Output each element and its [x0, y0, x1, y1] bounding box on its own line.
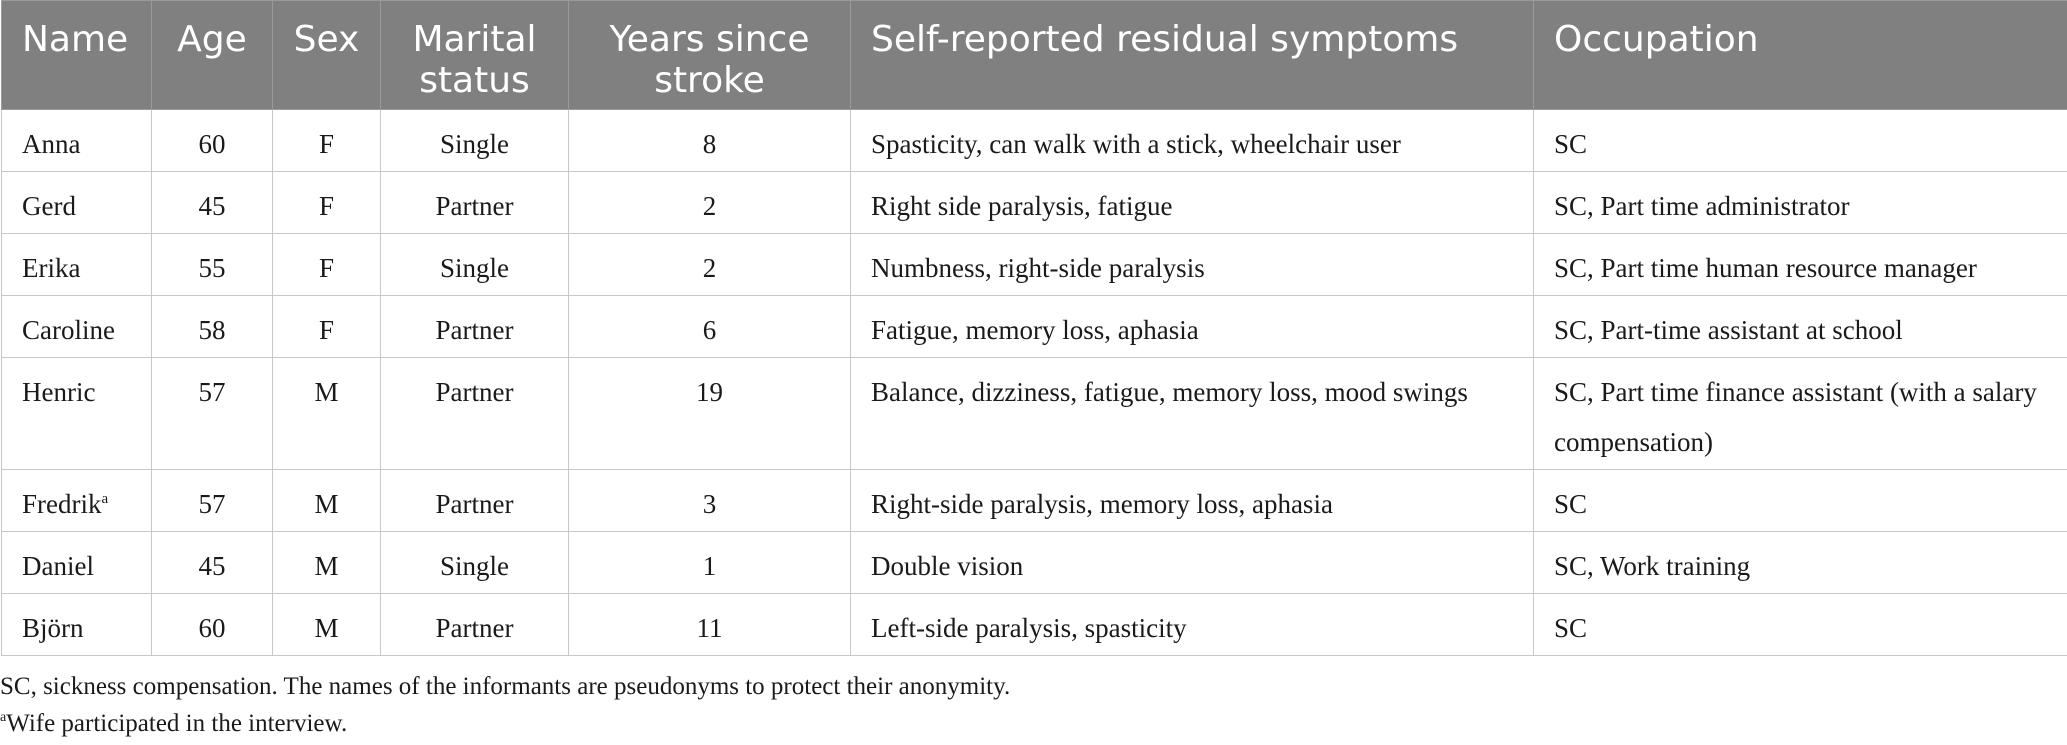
cell-symptoms: Fatigue, memory loss, aphasia: [851, 296, 1534, 358]
table-row: [2, 296, 2067, 358]
footnote-marker: a: [101, 491, 109, 507]
cell-symptoms: Spasticity, can walk with a stick, wheelchair user: [851, 110, 1534, 172]
table-body: [2, 110, 2067, 656]
cell-age: 60: [152, 594, 273, 656]
footnote-marker: a: [0, 710, 7, 725]
header-years-line1: Years since: [609, 19, 810, 60]
cell-sex: M: [273, 594, 381, 656]
table-row: [2, 358, 2067, 470]
cell-marital: Single: [381, 110, 569, 172]
footnote-wife-text: Wife participated in the interview.: [6, 710, 348, 737]
cell-years: 2: [569, 234, 851, 296]
cell-symptoms: Right-side paralysis, memory loss, aphasia: [851, 470, 1534, 532]
cell-years: 3: [569, 470, 851, 532]
cell-years: 6: [569, 296, 851, 358]
cell-occupation: SC, Part time finance assistant (with a salary compensation): [1534, 358, 2067, 470]
cell-occupation: SC, Work training: [1534, 532, 2067, 594]
header-name: Name: [2, 1, 152, 110]
cell-marital: Partner: [381, 172, 569, 234]
participants-table: [1, 0, 2067, 656]
cell-marital: Partner: [381, 470, 569, 532]
cell-marital: Partner: [381, 296, 569, 358]
cell-sex: F: [273, 234, 381, 296]
cell-years: 1: [569, 532, 851, 594]
cell-name: Daniel: [2, 532, 152, 594]
cell-age: 55: [152, 234, 273, 296]
cell-name: Björn: [2, 594, 152, 656]
cell-name: Erika: [2, 234, 152, 296]
cell-occupation: SC: [1534, 470, 2067, 532]
cell-name: Gerd: [2, 172, 152, 234]
table-row: [2, 172, 2067, 234]
table-row: [2, 470, 2067, 532]
cell-name: Anna: [2, 110, 152, 172]
header-years-line2: stroke: [654, 60, 765, 101]
footnote-abbreviation: SC, sickness compensation. The names of the informants are pseudonyms to protect their anonymity.: [0, 673, 1011, 700]
cell-symptoms: Balance, dizziness, fatigue, memory loss, mood swings: [851, 358, 1534, 470]
header-occupation: Occupation: [1534, 1, 2067, 110]
cell-years: 19: [569, 358, 851, 470]
cell-symptoms: Left-side paralysis, spasticity: [851, 594, 1534, 656]
header-symptoms: Self-reported residual symptoms: [851, 1, 1534, 110]
header-sex: Sex: [273, 1, 381, 110]
cell-name: [2, 470, 152, 532]
cell-marital: Single: [381, 532, 569, 594]
cell-sex: M: [273, 358, 381, 470]
cell-marital: Single: [381, 234, 569, 296]
header-marital-status: [381, 1, 569, 110]
cell-sex: F: [273, 172, 381, 234]
table-row: [2, 594, 2067, 656]
cell-occupation: SC, Part time human resource manager: [1534, 234, 2067, 296]
cell-symptoms: Right side paralysis, fatigue: [851, 172, 1534, 234]
cell-age: 58: [152, 296, 273, 358]
cell-symptoms: Numbness, right-side paralysis: [851, 234, 1534, 296]
table-header: [2, 1, 2067, 110]
cell-symptoms: Double vision: [851, 532, 1534, 594]
cell-occupation: SC, Part-time assistant at school: [1534, 296, 2067, 358]
cell-age: 45: [152, 172, 273, 234]
cell-years: 11: [569, 594, 851, 656]
cell-occupation: SC: [1534, 594, 2067, 656]
table-row: [2, 234, 2067, 296]
cell-age: 45: [152, 532, 273, 594]
header-marital-line2: status: [419, 60, 530, 101]
cell-occupation: SC, Part time administrator: [1534, 172, 2067, 234]
table-footnotes: [0, 668, 1010, 742]
cell-occupation: SC: [1534, 110, 2067, 172]
cell-sex: F: [273, 110, 381, 172]
header-marital-line1: Marital: [412, 19, 537, 60]
cell-marital: Partner: [381, 594, 569, 656]
cell-age: 57: [152, 470, 273, 532]
cell-years: 2: [569, 172, 851, 234]
cell-years: 8: [569, 110, 851, 172]
cell-name: Caroline: [2, 296, 152, 358]
name-text: Fredrik: [22, 489, 102, 519]
cell-sex: F: [273, 296, 381, 358]
footnote-wife: [0, 705, 1010, 742]
header-age: Age: [152, 1, 273, 110]
cell-age: 57: [152, 358, 273, 470]
cell-age: 60: [152, 110, 273, 172]
header-row: [2, 1, 2067, 110]
header-years-since-stroke: [569, 1, 851, 110]
cell-marital: Partner: [381, 358, 569, 470]
cell-name: Henric: [2, 358, 152, 470]
table-row: [2, 532, 2067, 594]
cell-sex: M: [273, 470, 381, 532]
table-row: [2, 110, 2067, 172]
cell-sex: M: [273, 532, 381, 594]
